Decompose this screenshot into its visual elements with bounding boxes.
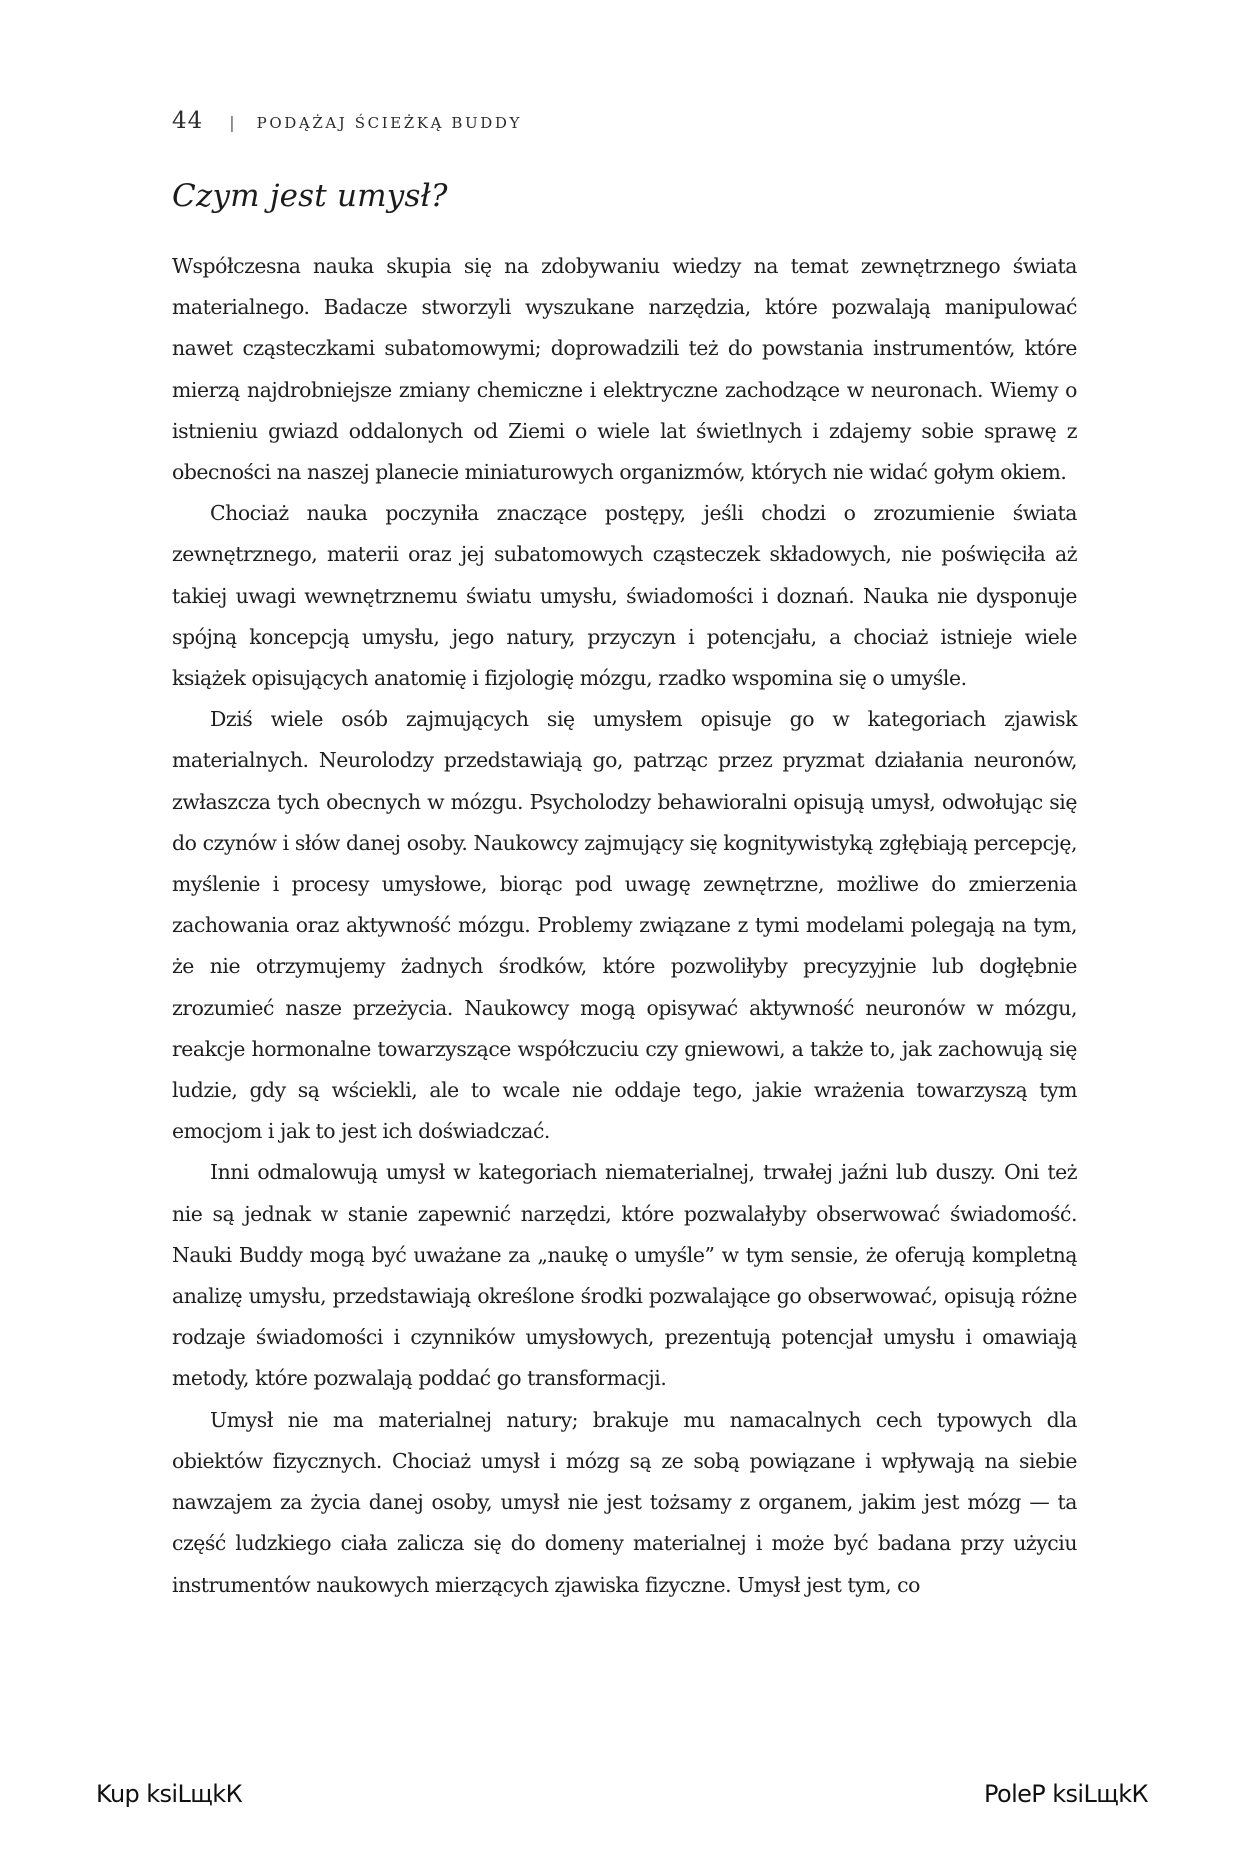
paragraph-5: Umysł nie ma materialnej natury; brakuje mu namacalnych cech typowych dla obiektów fizycznych. Chociaż umysł i mózg są ze sobą powiązane i wpływają na siebie nawzajem za życia danej osoby, umysł nie jest tożsamy z organem, jakim jest mózg — ta część ludzkiego ciała zalicza się do domeny materialnej i może być badana przy użyciu instrumentów naukowych mierzących zjawiska fizyczne. Umysł jest tym, co bbox=[172, 1407, 1077, 1597]
section-heading: Czym jest umysł? bbox=[172, 178, 448, 214]
running-head bbox=[172, 108, 522, 134]
recommend-book-link[interactable]: PoleР ksiLщkК bbox=[983, 1780, 1148, 1808]
page-number: 44 bbox=[172, 108, 204, 134]
paragraph-2: Chociaż nauka poczyniła znaczące postępy, jeśli chodzi o zrozumienie świata zewnętrznego, materii oraz jej subatomowych cząsteczek składowych, nie poświęciła aż takiej uwagi wewnętrznemu światu umysłu, świadomości i doznań. Nauka nie dysponuje spójną koncepcją umysłu, jego natury, przyczyn i potencjału, a chociaż istnieje wiele książek opisujących anatomię i fizjologię mózgu, rzadko wspomina się o umyśle. bbox=[172, 501, 1077, 691]
buy-book-link[interactable]: Kup ksiLщkК bbox=[96, 1780, 243, 1808]
body-text bbox=[172, 246, 1077, 1606]
paragraph-4: Inni odmalowują umysł w kategoriach niematerialnej, trwałej jaźni lub duszy. Oni też nie są jednak w stanie zapewnić narzędzi, które pozwalałyby obserwować świadomość. Nauki Buddy mogą być uważane za „naukę o umyśle” w tym sensie, że oferują kompletną analizę umysłu, przedstawiają określone środki pozwalające go obserwować, opisują różne rodzaje świadomości i czynników umysłowych, prezentują potencjał umysłu i omawiają metody, które pozwalają poddać go transformacji. bbox=[172, 1160, 1077, 1391]
running-head-separator: | bbox=[229, 113, 235, 132]
paragraph-3: Dziś wiele osób zajmujących się umysłem opisuje go w kategoriach zjawisk materialnych. Neurolodzy przedstawiają go, patrząc przez pryzmat działania neuronów, zwłaszcza tych obecnych w mózgu. Psycholodzy behawioralni opisują umysł, odwołując się do czynów i słów danej osoby. Naukowcy zajmujący się kognitywistyką zgłębiają percepcję, myślenie i procesy umysłowe, biorąc pod uwagę zewnętrzne, możliwe do zmierzenia zachowania oraz aktywność mózgu. Problemy związane z tymi modelami polegają na tym, że nie otrzymujemy żadnych środków, które pozwoliłyby precyzyjnie lub dogłębnie zrozumieć nasze przeżycia. Naukowcy mogą opisywać aktywność neuronów w mózgu, reakcje hormonalne towarzyszące współczuciu czy gniewowi, a także to, jak zachowują się ludzie, gdy są wściekli, ale to wcale nie oddaje tego, jakie wrażenia towarzyszą tym emocjom i jak to jest ich doświadczać. bbox=[172, 707, 1077, 1144]
book-title: PODĄŻAJ ŚCIEŻKĄ BUDDY bbox=[256, 114, 523, 132]
paragraph-1: Współczesna nauka skupia się na zdobywaniu wiedzy na temat zewnętrznego świata materialnego. Badacze stworzyli wyszukane narzędzia, które pozwalają manipulować nawet cząsteczkami subatomowymi; doprowadzili też do powstania instrumentów, które mierzą najdrobniejsze zmiany chemiczne i elektryczne zachodzące w neuronach. Wiemy o istnieniu gwiazd oddalonych od Ziemi o wiele lat świetlnych i zdajemy sobie sprawę z obecności na naszej planecie miniaturowych organizmów, których nie widać gołym okiem. bbox=[172, 254, 1077, 485]
